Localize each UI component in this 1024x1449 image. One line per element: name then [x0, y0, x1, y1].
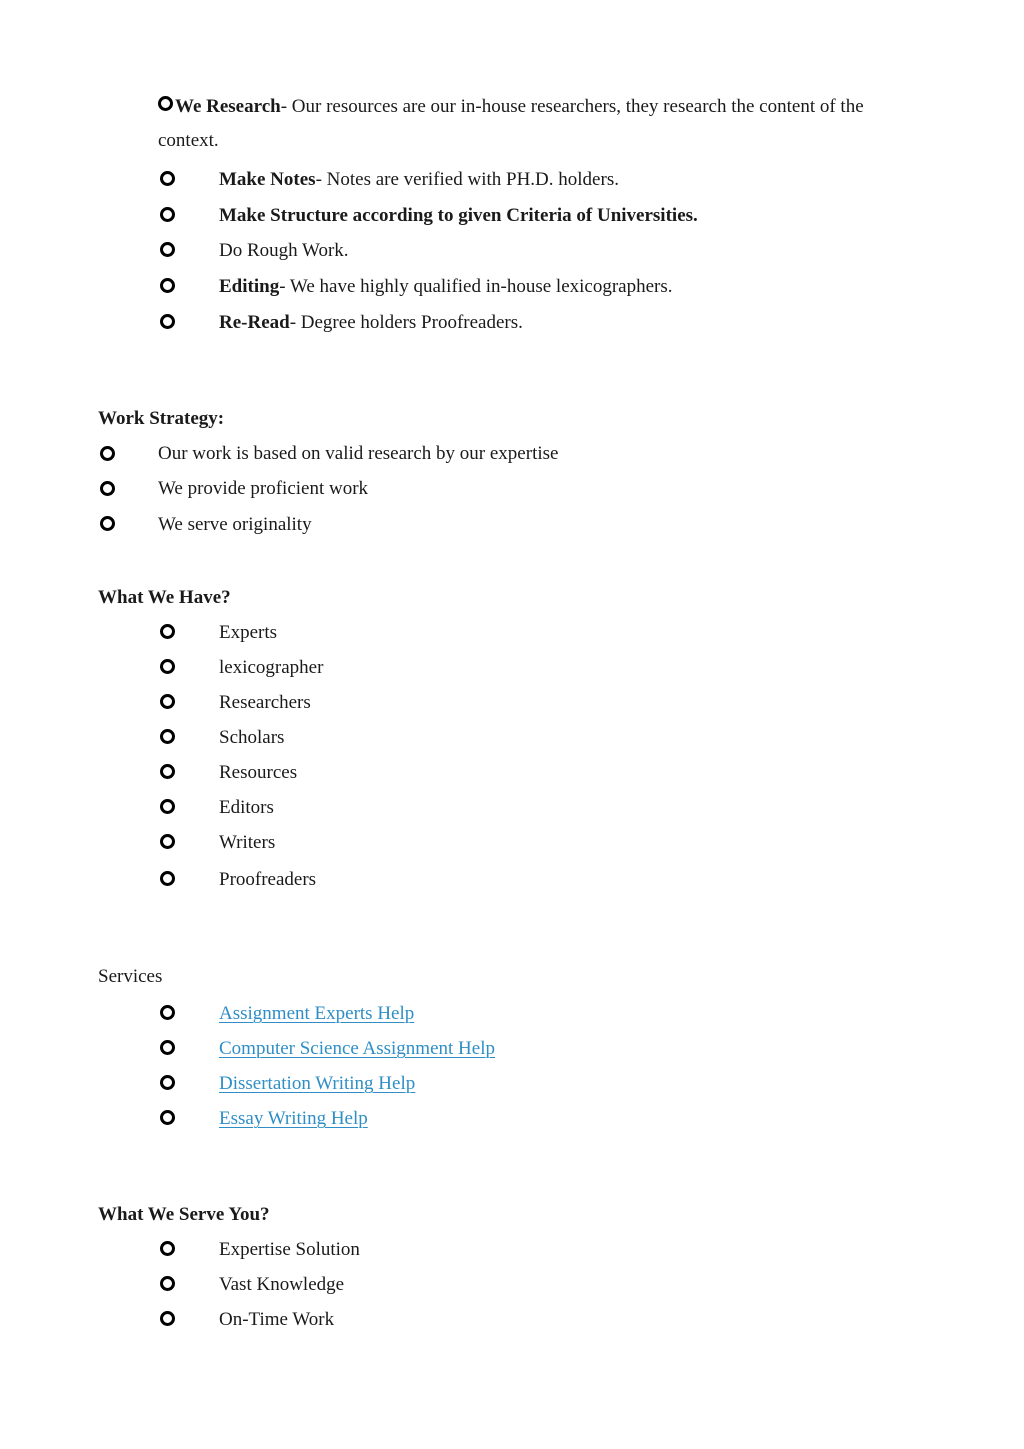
circle-bullet-icon: [160, 171, 175, 186]
circle-bullet-icon: [158, 96, 173, 111]
circle-bullet-icon: [160, 314, 175, 329]
process-item: [219, 206, 698, 225]
process-item-title: Make Notes: [219, 169, 316, 190]
list-item: Editors: [219, 797, 274, 818]
circle-bullet-icon: [160, 871, 175, 886]
process-item-title: Editing: [219, 276, 280, 297]
circle-bullet-icon: [100, 516, 115, 531]
service-link-assignment-experts[interactable]: Assignment Experts Help: [219, 1003, 415, 1024]
circle-bullet-icon: [100, 446, 115, 461]
circle-bullet-icon: [160, 834, 175, 849]
circle-bullet-icon: [160, 242, 175, 257]
list-item: Experts: [219, 622, 278, 643]
services-heading: Services: [98, 966, 163, 987]
circle-bullet-icon: [160, 1110, 175, 1125]
circle-bullet-icon: [160, 207, 175, 222]
process-item-text: Do Rough Work.: [219, 240, 349, 261]
process-item: [219, 241, 349, 260]
process-item-research-continuation: context.: [158, 130, 219, 151]
list-item: Scholars: [219, 727, 285, 748]
list-item: Resources: [219, 762, 298, 783]
circle-bullet-icon: [100, 481, 115, 496]
process-item: [219, 313, 523, 332]
circle-bullet-icon: [160, 1311, 175, 1326]
circle-bullet-icon: [160, 1241, 175, 1256]
process-item-research-text: - Our resources are our in-house researchers, they research the content of the: [280, 96, 864, 117]
list-item: Our work is based on valid research by our expertise: [158, 443, 559, 464]
service-link-essay[interactable]: Essay Writing Help: [219, 1108, 368, 1129]
process-item-text: - Degree holders Proofreaders.: [289, 312, 523, 333]
list-item: We provide proficient work: [158, 478, 369, 499]
list-item: On-Time Work: [219, 1309, 335, 1330]
circle-bullet-icon: [160, 729, 175, 744]
circle-bullet-icon: [160, 1276, 175, 1291]
list-item: Vast Knowledge: [219, 1274, 345, 1295]
list-item: Writers: [219, 832, 276, 853]
circle-bullet-icon: [160, 799, 175, 814]
process-item-text: - Notes are verified with PH.D. holders.: [315, 169, 619, 190]
list-item: Expertise Solution: [219, 1239, 360, 1260]
work-strategy-heading: Work Strategy:: [98, 408, 225, 429]
circle-bullet-icon: [160, 694, 175, 709]
service-link-dissertation[interactable]: Dissertation Writing Help: [219, 1073, 416, 1094]
process-item-title: Make Structure according to given Criteria of Universities.: [219, 205, 698, 226]
list-item: Researchers: [219, 692, 311, 713]
service-link-computer-science[interactable]: Computer Science Assignment Help: [219, 1038, 495, 1059]
circle-bullet-icon: [160, 659, 175, 674]
circle-bullet-icon: [160, 624, 175, 639]
circle-bullet-icon: [160, 1075, 175, 1090]
process-item-research-title: We Research: [175, 96, 281, 117]
process-item-text: - We have highly qualified in-house lexicographers.: [279, 276, 673, 297]
list-item: lexicographer: [219, 657, 324, 678]
list-item: Proofreaders: [219, 869, 317, 890]
process-item: [219, 277, 673, 296]
list-item: We serve originality: [158, 514, 312, 535]
circle-bullet-icon: [160, 278, 175, 293]
circle-bullet-icon: [160, 1040, 175, 1055]
circle-bullet-icon: [160, 1005, 175, 1020]
process-item-research: [158, 96, 864, 116]
what-we-have-heading: What We Have?: [98, 587, 231, 608]
process-item: [219, 170, 619, 189]
circle-bullet-icon: [160, 764, 175, 779]
what-we-serve-heading: What We Serve You?: [98, 1204, 270, 1225]
process-item-title: Re-Read: [219, 312, 290, 333]
